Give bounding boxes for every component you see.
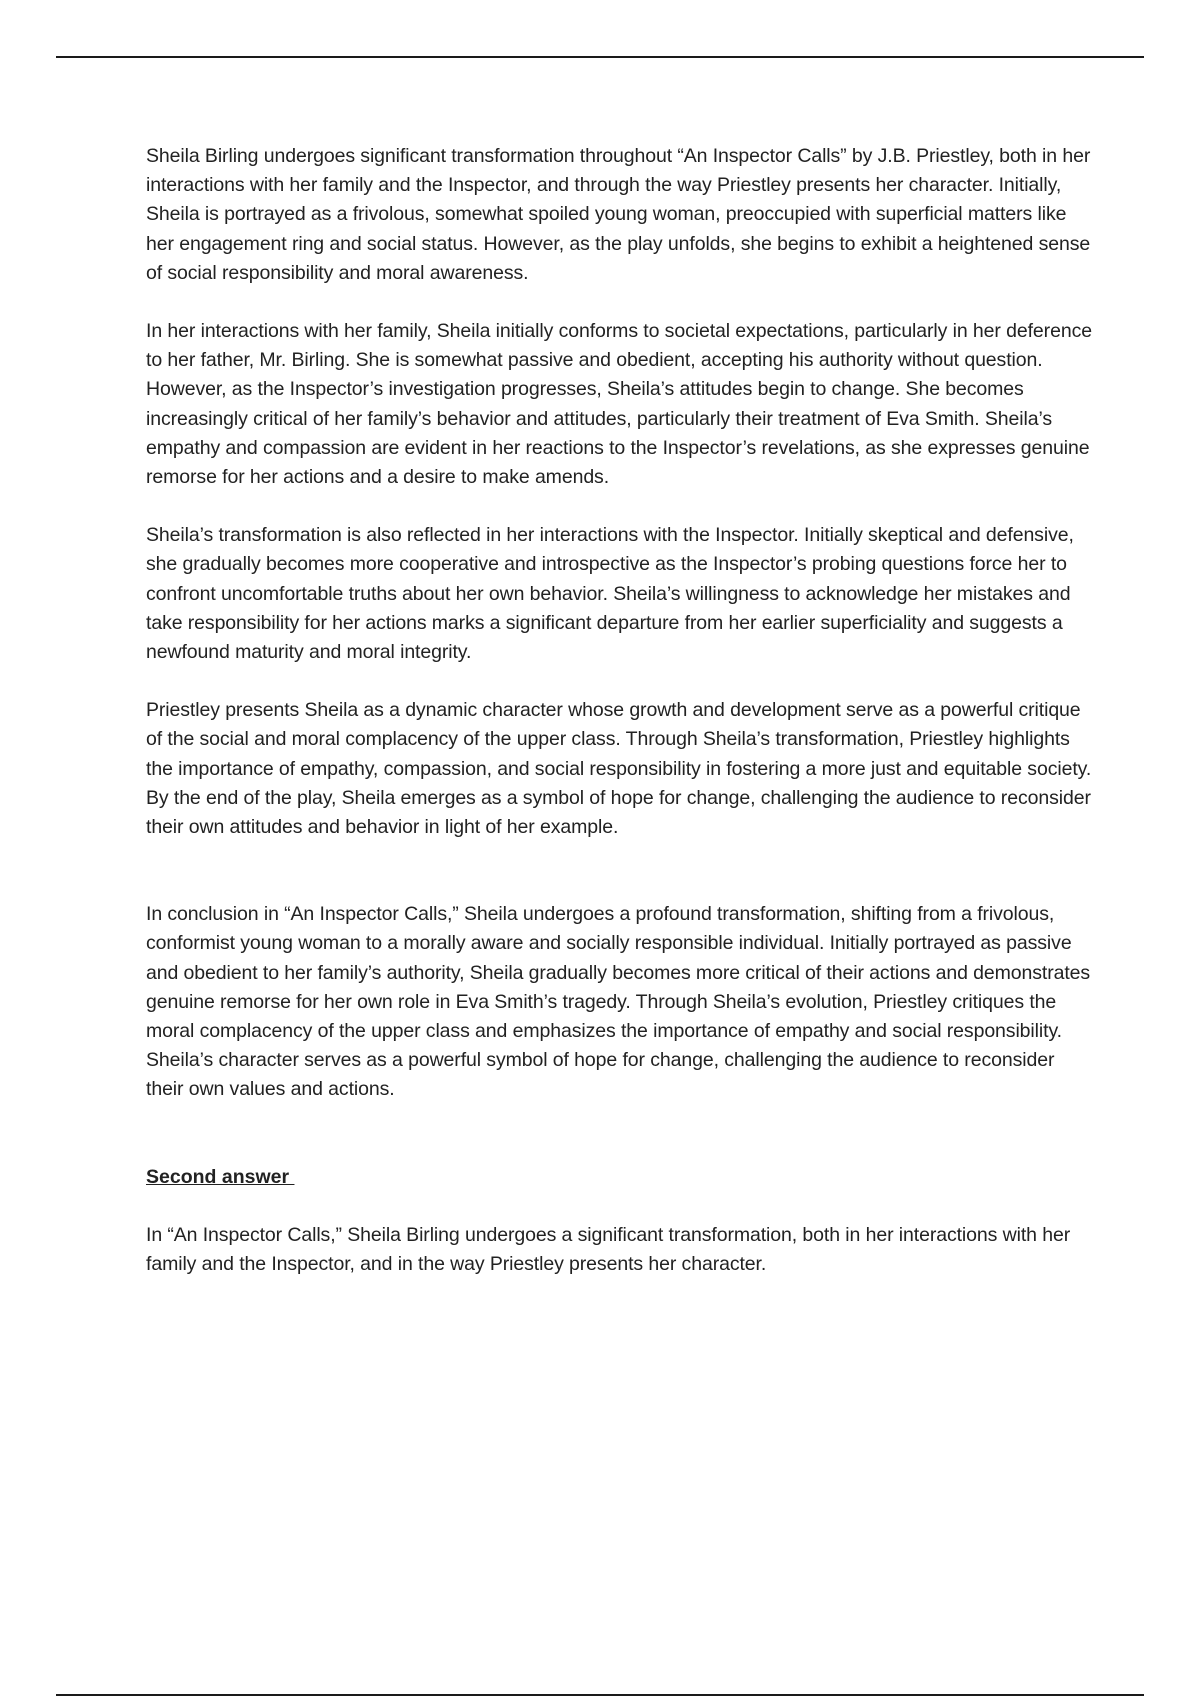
second-answer-heading: Second answer [146, 1165, 295, 1188]
paragraph-conclusion: In conclusion in “An Inspector Calls,” Sheila undergoes a profound transformation, shifting from a frivolous, conformist young woman to a morally aware and socially responsible individual. Initially portrayed as passive and obedient to her family’s authority, Sheila gradually becomes more critical of their actions and demonstrates genuine remorse for her own role in Eva Smith’s tragedy. Through Sheila’s evolution, Priestley critiques the moral complacency of the upper class and emphasizes the importance of empathy and social responsibility. Sheila’s character serves as a powerful symbol of hope for change, challenging the audience to reconsider their own values and actions. [146, 903, 1091, 1101]
paragraph-inspector: Sheila’s transformation is also reflected in her interactions with the Inspector. Initially skeptical and defensive, she gradually becomes more cooperative and introspective as the Inspector’s probing questions force her to confront uncomfortable truths about her own behavior. Sheila’s willingness to acknowledge her mistakes and take responsibility for her actions marks a significant departure from her earlier superficiality and suggests a newfound maturity and moral integrity. [146, 524, 1074, 664]
paragraph-intro: Sheila Birling undergoes significant transformation throughout “An Inspector Calls” by J.B. Priestley, both in her interactions with her family and the Inspector, and through the way Priestley presents her character. Initially, Sheila is portrayed as a frivolous, somewhat spoiled young woman, preoccupied with superficial matters like her engagement ring and social status. However, as the play unfolds, she begins to exhibit a heightened sense of social responsibility and moral awareness. [146, 145, 1091, 284]
paragraph-family: In her interactions with her family, Sheila initially conforms to societal expectations, particularly in her deference to her father, Mr. Birling. She is somewhat passive and obedient, accepting his authority without question. However, as the Inspector’s investigation progresses, Sheila’s attitudes begin to change. She becomes increasingly critical of her family’s behavior and attitudes, particularly their treatment of Eva Smith. Sheila’s empathy and compassion are evident in her reactions to the Inspector’s revelations, as she expresses genuine remorse for her actions and a desire to make amends. [146, 320, 1092, 489]
paragraph-priestley: Priestley presents Sheila as a dynamic character whose growth and development serve as a powerful critique of the social and moral complacency of the upper class. Through Sheila’s transformation, Priestley highlights the importance of empathy, compassion, and social responsibility in fostering a more just and equitable society. By the end of the play, Sheila emerges as a symbol of hope for change, challenging the audience to reconsider their own attitudes and behavior in light of her example. [146, 699, 1092, 839]
top-divider [56, 56, 1144, 58]
document-body [146, 142, 1096, 1279]
paragraph-second-answer: In “An Inspector Calls,” Sheila Birling undergoes a significant transformation, both in her interactions with her family and the Inspector, and in the way Priestley presents her character. [146, 1223, 1071, 1276]
bottom-divider [56, 1694, 1144, 1696]
